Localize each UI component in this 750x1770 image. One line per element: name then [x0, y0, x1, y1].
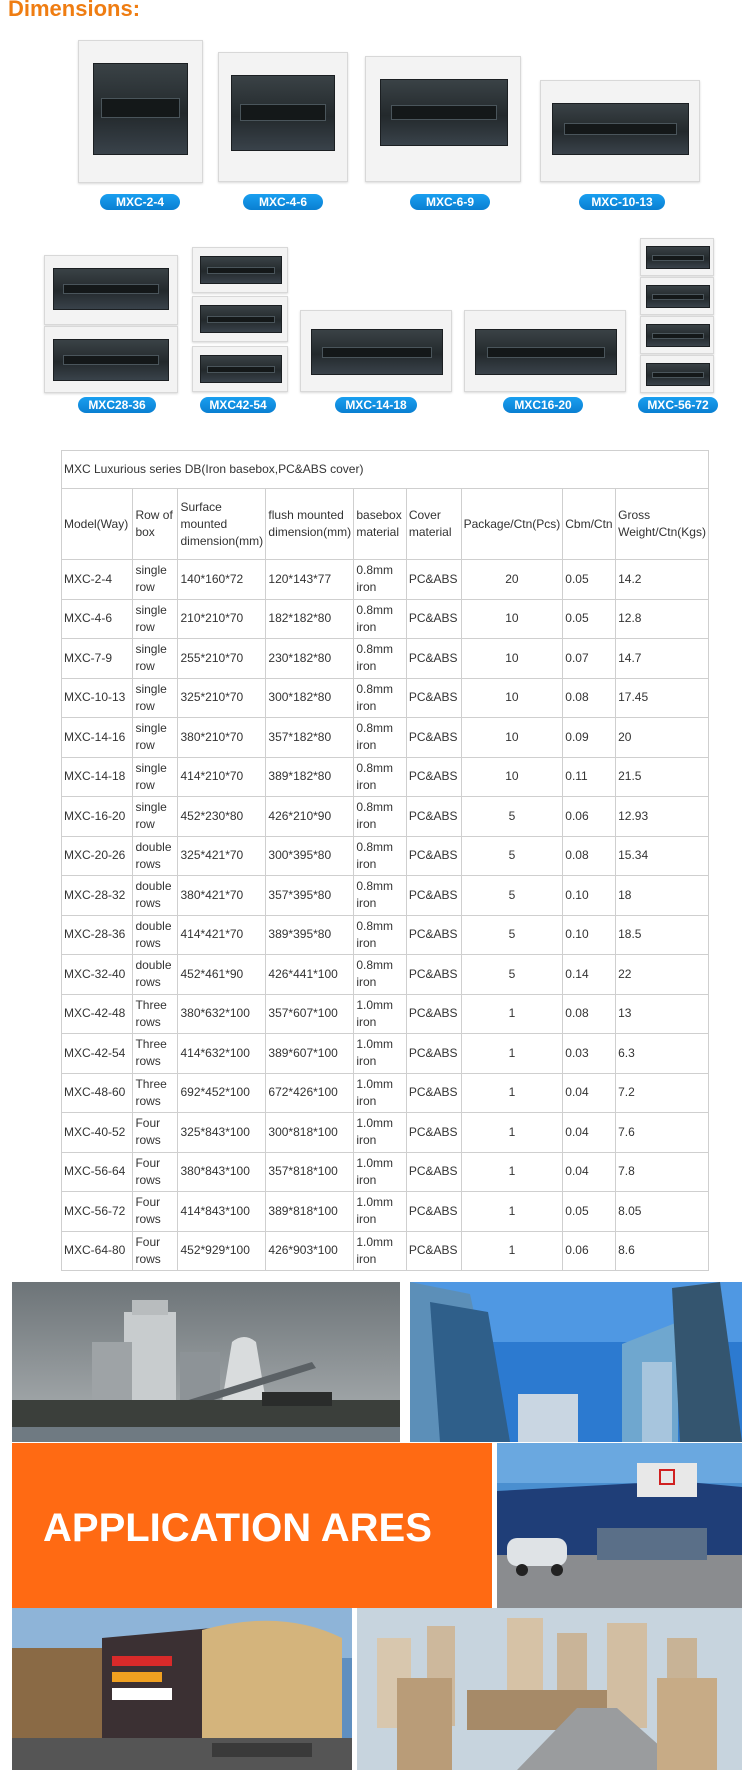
product-label: MXC-14-18: [335, 397, 417, 413]
table-cell: MXC-28-32: [62, 876, 133, 916]
table-row: [62, 757, 709, 797]
table-cell: PC&ABS: [406, 599, 461, 639]
table-row: [62, 797, 709, 837]
table-cell: 414*210*70: [178, 757, 266, 797]
table-cell: 0.07: [563, 639, 616, 679]
product-image-mxc-56-72-4: [640, 355, 714, 393]
table-cell: PC&ABS: [406, 797, 461, 837]
table-cell: MXC-4-6: [62, 599, 133, 639]
product-image-mxc-56-72-2: [640, 277, 714, 315]
table-cell: 0.8mm iron: [354, 560, 406, 600]
table-cell: MXC-20-26: [62, 836, 133, 876]
table-cell: 0.06: [563, 1231, 616, 1271]
table-cell: 0.11: [563, 757, 616, 797]
table-cell: 17.45: [616, 678, 709, 718]
table-cell: 426*441*100: [266, 955, 354, 995]
table-cell: MXC-2-4: [62, 560, 133, 600]
table-cell: single row: [133, 797, 178, 837]
table-cell: PC&ABS: [406, 1192, 461, 1232]
table-cell: 0.08: [563, 836, 616, 876]
table-row: [62, 915, 709, 955]
column-header: Cbm/Ctn: [563, 489, 616, 560]
table-cell: 7.2: [616, 1073, 709, 1113]
table-cell: MXC-40-52: [62, 1113, 133, 1153]
table-cell: 1: [461, 1152, 563, 1192]
table-cell: PC&ABS: [406, 678, 461, 718]
product-image-mxc-10-13: [540, 80, 700, 182]
product-image-mxc-56-72-1: [640, 238, 714, 276]
table-cell: 1: [461, 1073, 563, 1113]
table-cell: double rows: [133, 915, 178, 955]
photo-skyscrapers: [410, 1282, 742, 1442]
table-cell: 10: [461, 757, 563, 797]
product-label: MXC28-36: [78, 397, 156, 413]
product-image-mxc-56-72-3: [640, 316, 714, 354]
product-image-mxc16-20: [464, 310, 626, 392]
dimensions-heading: Dimensions:: [8, 0, 141, 21]
table-cell: 0.8mm iron: [354, 757, 406, 797]
product-image-mxc-6-9: [365, 56, 521, 182]
table-cell: PC&ABS: [406, 1113, 461, 1153]
table-cell: 18: [616, 876, 709, 916]
table-cell: 22: [616, 955, 709, 995]
table-row: [62, 599, 709, 639]
table-cell: MXC-42-54: [62, 1034, 133, 1074]
table-cell: 210*210*70: [178, 599, 266, 639]
product-image-mxc42-54-2: [192, 296, 288, 342]
table-cell: 389*818*100: [266, 1192, 354, 1232]
table-cell: 8.05: [616, 1192, 709, 1232]
table-cell: PC&ABS: [406, 955, 461, 995]
column-header: basebox material: [354, 489, 406, 560]
product-label: MXC-10-13: [579, 194, 665, 210]
column-header: Cover material: [406, 489, 461, 560]
table-cell: PC&ABS: [406, 836, 461, 876]
table-cell: 1: [461, 1192, 563, 1232]
table-cell: 325*210*70: [178, 678, 266, 718]
product-label: MXC16-20: [503, 397, 583, 413]
table-cell: 10: [461, 718, 563, 758]
table-row: [62, 836, 709, 876]
table-cell: 0.8mm iron: [354, 678, 406, 718]
table-cell: 357*182*80: [266, 718, 354, 758]
product-label: MXC-2-4: [100, 194, 180, 210]
table-cell: 5: [461, 836, 563, 876]
product-label: MXC-4-6: [243, 194, 323, 210]
application-banner: [12, 1443, 492, 1608]
table-cell: 300*395*80: [266, 836, 354, 876]
table-cell: 0.08: [563, 994, 616, 1034]
table-cell: 672*426*100: [266, 1073, 354, 1113]
table-cell: 230*182*80: [266, 639, 354, 679]
table-cell: 5: [461, 876, 563, 916]
column-header: Gross Weight/Ctn(Kgs): [616, 489, 709, 560]
photo-shopping-mall: [12, 1608, 352, 1770]
table-cell: 1.0mm iron: [354, 1034, 406, 1074]
product-image-mxc42-54-1: [192, 247, 288, 293]
table-cell: 1: [461, 1113, 563, 1153]
table-cell: MXC-64-80: [62, 1231, 133, 1271]
table-header-row: [62, 489, 709, 560]
table-cell: PC&ABS: [406, 1034, 461, 1074]
table-cell: 426*903*100: [266, 1231, 354, 1271]
table-cell: double rows: [133, 836, 178, 876]
table-cell: single row: [133, 757, 178, 797]
table-cell: single row: [133, 678, 178, 718]
photo-power-plant: [12, 1282, 400, 1442]
table-cell: 325*843*100: [178, 1113, 266, 1153]
table-cell: 0.04: [563, 1113, 616, 1153]
column-header: Package/Ctn(Pcs): [461, 489, 563, 560]
table-cell: 10: [461, 639, 563, 679]
table-cell: 0.10: [563, 915, 616, 955]
table-cell: MXC-56-72: [62, 1192, 133, 1232]
table-cell: 692*452*100: [178, 1073, 266, 1113]
table-cell: 0.8mm iron: [354, 797, 406, 837]
table-cell: PC&ABS: [406, 757, 461, 797]
table-cell: 6.3: [616, 1034, 709, 1074]
product-image-mxc42-54-3: [192, 346, 288, 392]
table-cell: 1: [461, 1034, 563, 1074]
table-cell: 1: [461, 1231, 563, 1271]
table-cell: 0.14: [563, 955, 616, 995]
table-cell: 10: [461, 678, 563, 718]
table-cell: 1.0mm iron: [354, 1231, 406, 1271]
table-cell: 0.8mm iron: [354, 639, 406, 679]
photo-factory: [497, 1443, 742, 1608]
product-image-mxc28-36-top: [44, 255, 178, 325]
table-cell: PC&ABS: [406, 876, 461, 916]
table-cell: 12.93: [616, 797, 709, 837]
table-cell: 14.7: [616, 639, 709, 679]
table-cell: Three rows: [133, 994, 178, 1034]
table-cell: 10: [461, 599, 563, 639]
table-cell: 0.8mm iron: [354, 915, 406, 955]
table-cell: double rows: [133, 876, 178, 916]
application-banner-text: APPLICATION ARES: [43, 1506, 432, 1550]
table-cell: 20: [616, 718, 709, 758]
column-header: flush mounted dimension(mm): [266, 489, 354, 560]
table-cell: 300*182*80: [266, 678, 354, 718]
table-cell: MXC-56-64: [62, 1152, 133, 1192]
column-header: Row of box: [133, 489, 178, 560]
table-cell: MXC-16-20: [62, 797, 133, 837]
table-cell: 414*421*70: [178, 915, 266, 955]
table-cell: 1.0mm iron: [354, 1113, 406, 1153]
table-cell: 380*843*100: [178, 1152, 266, 1192]
table-cell: 380*632*100: [178, 994, 266, 1034]
table-cell: single row: [133, 560, 178, 600]
table-cell: MXC-42-48: [62, 994, 133, 1034]
table-cell: PC&ABS: [406, 639, 461, 679]
product-label: MXC-56-72: [638, 397, 718, 413]
table-cell: PC&ABS: [406, 718, 461, 758]
table-cell: 14.2: [616, 560, 709, 600]
product-image-mxc-14-18: [300, 310, 452, 392]
product-image-mxc-2-4: [78, 40, 203, 183]
table-cell: 12.8: [616, 599, 709, 639]
table-cell: MXC-28-36: [62, 915, 133, 955]
table-cell: Four rows: [133, 1113, 178, 1153]
table-cell: 13: [616, 994, 709, 1034]
table-cell: 120*143*77: [266, 560, 354, 600]
table-row: [62, 639, 709, 679]
table-cell: PC&ABS: [406, 560, 461, 600]
table-cell: Three rows: [133, 1073, 178, 1113]
table-cell: single row: [133, 639, 178, 679]
product-label: MXC-6-9: [410, 194, 490, 210]
table-cell: MXC-14-16: [62, 718, 133, 758]
table-cell: 0.05: [563, 560, 616, 600]
table-cell: MXC-32-40: [62, 955, 133, 995]
table-row: [62, 1073, 709, 1113]
table-cell: MXC-10-13: [62, 678, 133, 718]
table-row: [62, 1192, 709, 1232]
column-header: Surface mounted dimension(mm): [178, 489, 266, 560]
table-cell: 0.8mm iron: [354, 836, 406, 876]
table-cell: 1.0mm iron: [354, 1192, 406, 1232]
table-cell: 18.5: [616, 915, 709, 955]
table-cell: PC&ABS: [406, 915, 461, 955]
table-row: [62, 1113, 709, 1153]
table-cell: Three rows: [133, 1034, 178, 1074]
table-cell: 325*421*70: [178, 836, 266, 876]
table-row: [62, 718, 709, 758]
product-label: MXC42-54: [200, 397, 276, 413]
table-cell: 0.03: [563, 1034, 616, 1074]
table-cell: 380*421*70: [178, 876, 266, 916]
table-cell: 182*182*80: [266, 599, 354, 639]
table-cell: MXC-48-60: [62, 1073, 133, 1113]
column-header: Model(Way): [62, 489, 133, 560]
table-cell: 5: [461, 955, 563, 995]
table-cell: 1: [461, 994, 563, 1034]
table-cell: 380*210*70: [178, 718, 266, 758]
table-cell: 8.6: [616, 1231, 709, 1271]
table-cell: 0.8mm iron: [354, 599, 406, 639]
table-cell: 389*182*80: [266, 757, 354, 797]
table-cell: PC&ABS: [406, 1152, 461, 1192]
table-cell: 414*843*100: [178, 1192, 266, 1232]
table-cell: 7.8: [616, 1152, 709, 1192]
table-cell: 389*607*100: [266, 1034, 354, 1074]
spec-table: [61, 450, 709, 1271]
table-cell: 0.06: [563, 797, 616, 837]
table-cell: 300*818*100: [266, 1113, 354, 1153]
table-cell: PC&ABS: [406, 994, 461, 1034]
table-cell: 20: [461, 560, 563, 600]
table-row: [62, 876, 709, 916]
table-cell: 5: [461, 797, 563, 837]
table-cell: MXC-14-18: [62, 757, 133, 797]
table-cell: 0.8mm iron: [354, 955, 406, 995]
table-cell: 0.08: [563, 678, 616, 718]
table-cell: MXC-7-9: [62, 639, 133, 679]
table-cell: 0.05: [563, 1192, 616, 1232]
table-cell: Four rows: [133, 1231, 178, 1271]
table-cell: 1.0mm iron: [354, 1073, 406, 1113]
table-cell: 357*395*80: [266, 876, 354, 916]
table-row: [62, 955, 709, 995]
table-row: [62, 1034, 709, 1074]
table-cell: 0.10: [563, 876, 616, 916]
table-cell: 21.5: [616, 757, 709, 797]
table-cell: single row: [133, 599, 178, 639]
table-cell: 5: [461, 915, 563, 955]
photo-residential: [357, 1608, 742, 1770]
table-cell: 0.8mm iron: [354, 876, 406, 916]
table-cell: 1.0mm iron: [354, 1152, 406, 1192]
table-cell: 452*929*100: [178, 1231, 266, 1271]
table-cell: 426*210*90: [266, 797, 354, 837]
table-cell: 255*210*70: [178, 639, 266, 679]
table-cell: 0.04: [563, 1152, 616, 1192]
table-cell: PC&ABS: [406, 1073, 461, 1113]
product-image-mxc28-36-bottom: [44, 326, 178, 393]
table-cell: 140*160*72: [178, 560, 266, 600]
table-cell: 414*632*100: [178, 1034, 266, 1074]
table-cell: 1.0mm iron: [354, 994, 406, 1034]
table-row: [62, 1152, 709, 1192]
table-cell: Four rows: [133, 1192, 178, 1232]
table-cell: 357*607*100: [266, 994, 354, 1034]
table-cell: 452*230*80: [178, 797, 266, 837]
table-cell: double rows: [133, 955, 178, 995]
table-cell: 452*461*90: [178, 955, 266, 995]
table-cell: 0.8mm iron: [354, 718, 406, 758]
table-cell: 0.04: [563, 1073, 616, 1113]
table-cell: 0.09: [563, 718, 616, 758]
table-row: [62, 1231, 709, 1271]
table-cell: 15.34: [616, 836, 709, 876]
table-caption-row: [62, 451, 709, 489]
table-cell: single row: [133, 718, 178, 758]
table-row: [62, 994, 709, 1034]
table-cell: PC&ABS: [406, 1231, 461, 1271]
table-cell: 7.6: [616, 1113, 709, 1153]
table-cell: 357*818*100: [266, 1152, 354, 1192]
table-row: [62, 560, 709, 600]
table-cell: Four rows: [133, 1152, 178, 1192]
product-image-mxc-4-6: [218, 52, 348, 182]
table-caption: MXC Luxurious series DB(Iron basebox,PC&ABS cover): [62, 451, 709, 489]
table-cell: 389*395*80: [266, 915, 354, 955]
table-row: [62, 678, 709, 718]
table-cell: 0.05: [563, 599, 616, 639]
